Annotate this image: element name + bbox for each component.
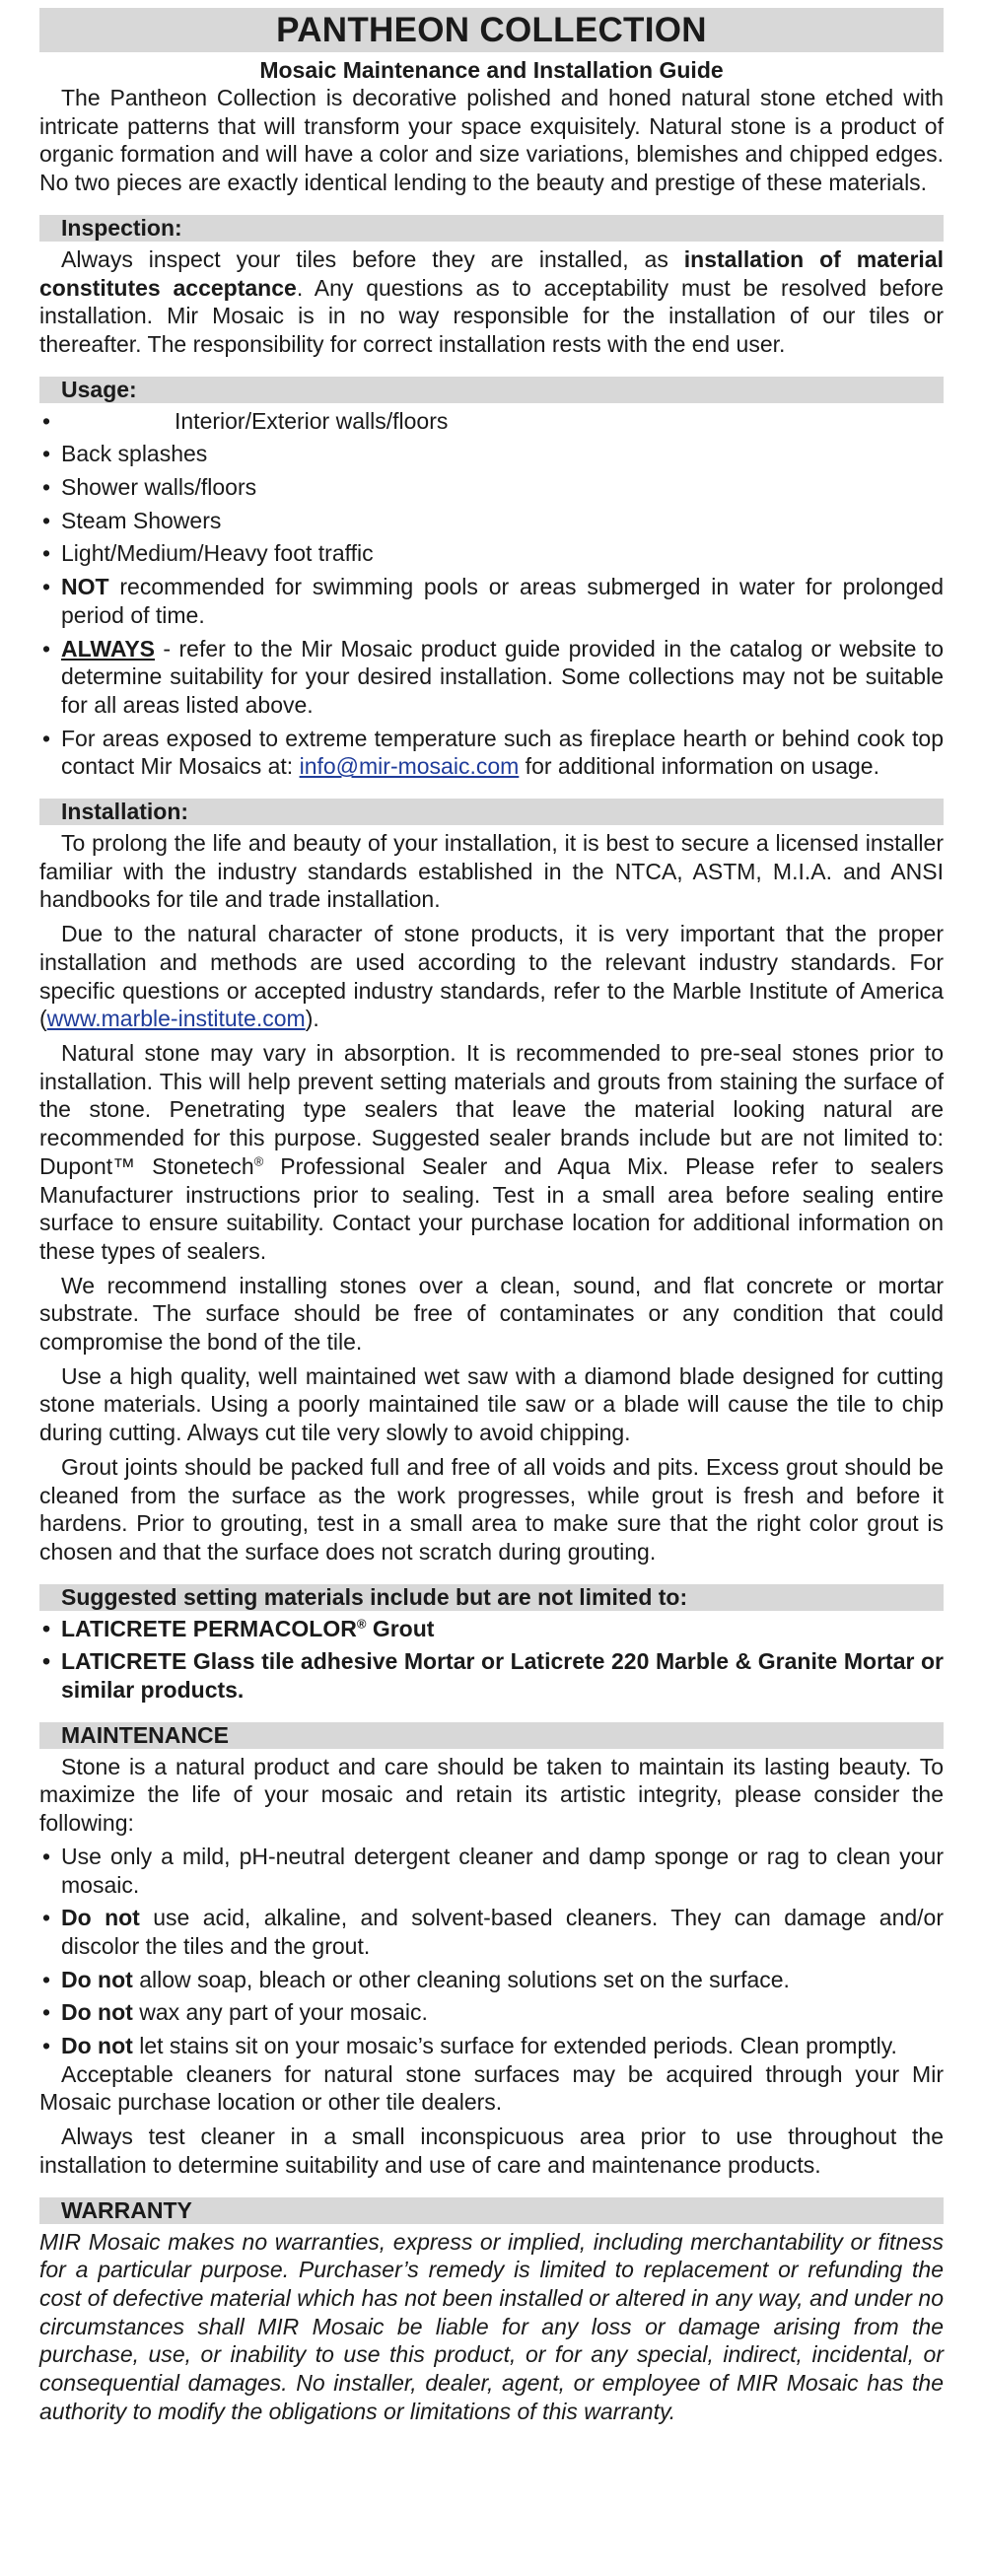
usage-item-not-recommended: • NOT recommended for swimming pools or areas submerged in water for prolonged period of time. (39, 573, 944, 629)
usage-item-always: • ALWAYS - refer to the Mir Mosaic product guide provided in the catalog or website to determine suitability for your desired installation. Some collections may not be suitable for all areas listed above. (39, 635, 944, 720)
usage-item: • Interior/Exterior walls/floors (39, 407, 944, 436)
maintenance-item: • Use only a mild, pH-neutral detergent cleaner and damp sponge or rag to clean your mosaic. (39, 1843, 944, 1899)
maintenance-paragraph: Acceptable cleaners for natural stone surfaces may be acquired through your Mir Mosaic purchase location or other tile dealers. (39, 2060, 944, 2116)
inspection-paragraph: Always inspect your tiles before they are installed, as installation of material constitutes acceptance. Any questions as to acceptability must be resolved before installation. Mir Mosaic is in no way responsible for the installation of our tiles or thereafter. The responsibility for correct installation rests with the end user. (39, 245, 945, 357)
installation-paragraph: We recommend installing stones over a clean, sound, and flat concrete or mortar substrate. The surface should be free of contaminates or any condition that could compromise the bond of the tile. (39, 1272, 944, 1356)
maintenance-item: • Do not wax any part of your mosaic. (39, 1998, 944, 2027)
maintenance-list (39, 1843, 944, 2060)
document-page (0, 8, 983, 2576)
material-item: • LATICRETE Glass tile adhesive Mortar or Laticrete 220 Marble & Granite Mortar or similar products. (39, 1647, 944, 1704)
warranty-heading: WARRANTY (39, 2197, 944, 2224)
material-item: • LATICRETE PERMACOLOR® Grout (39, 1615, 944, 1643)
maintenance-item: • Do not allow soap, bleach or other cleaning solutions set on the surface. (39, 1966, 944, 1994)
maintenance-item: • Do not let stains sit on your mosaic’s surface for extended periods. Clean promptly. (39, 2032, 944, 2060)
usage-item: • Shower walls/floors (39, 473, 944, 502)
warranty-paragraph: MIR Mosaic makes no warranties, express or implied, including merchantability or fitness for a particular purpose. Purchaser’s remedy is limited to replacement or refunding the cost of defective material which has not been installed or altered in any way, and under no circumstances shall MIR Mosaic be liable for any loss or damage arising from the purchase, use, or inability to use this product, or for any special, indirect, incidental, or consequential damages. No installer, dealer, agent, or employee of MIR Mosaic has the authority to modify the obligations or limitations of this warranty. (39, 2228, 944, 2424)
maintenance-item: • Do not use acid, alkaline, and solvent-based cleaners. They can damage and/or discolor the tiles and the grout. (39, 1904, 944, 1960)
acceptance-emphasis: installation of material constitutes acceptance (39, 245, 944, 301)
inspection-heading: Inspection: (39, 215, 944, 242)
intro-paragraph: The Pantheon Collection is decorative polished and honed natural stone etched with intricate patterns that will transform your space exquisitely. Natural stone is a product of organic formation and will have a color and size variations, blemishes and chipped edges. No two pieces are exactly identical lending to the beauty and prestige of these materials. (39, 85, 944, 196)
usage-heading: Usage: (39, 377, 944, 403)
materials-heading: Suggested setting materials include but are not limited to: (39, 1584, 944, 1611)
marble-institute-link[interactable]: www.marble-institute.com (46, 1006, 306, 1032)
installation-paragraph: Use a high quality, well maintained wet saw with a diamond blade designed for cutting stone materials. Using a poorly maintained tile saw or a blade will cause the tile to chip during cutting. Always cut tile very slowly to avoid chipping. (39, 1362, 944, 1446)
installation-paragraph: To prolong the life and beauty of your installation, it is best to secure a licensed installer familiar with the industry standards established in the NTCA, ASTM, M.I.A. and ANSI handbooks for tile and trade installation. (39, 830, 944, 913)
usage-list (39, 407, 944, 781)
installation-paragraph: Natural stone may vary in absorption. It is recommended to pre-seal stones prior to installation. This will help prevent setting materials and grouts from staining the surface of the stone. Penetrating type sealers that leave the material looking natural are recommended for this purpose. Suggested sealer brands include but are not limited to: Dupont™ Stonetech® Professional Sealer and Aqua Mix. Please refer to sealers Manufacturer instructions prior to sealing. Test in a small area before sealing entire surface to ensure suitability. Contact your purchase location for additional information on these types of sealers. (39, 1039, 944, 1264)
installation-heading: Installation: (39, 799, 944, 825)
maintenance-intro: Stone is a natural product and care should be taken to maintain its lasting beauty. To maximize the life of your mosaic and retain its artistic integrity, please consider the following: (39, 1753, 944, 1837)
installation-paragraph: Due to the natural character of stone products, it is very important that the proper installation and methods are used according to the relevant industry standards. For specific questions or accepted industry standards, refer to the Marble Institute of America (www.marble-institute.com). (39, 921, 944, 1032)
usage-item-extreme-temperature: • For areas exposed to extreme temperature such as fireplace hearth or behind cook top contact Mir Mosaics at: info@mir-mosaic.com for additional information on usage. (39, 725, 944, 781)
usage-item: • Steam Showers (39, 507, 944, 535)
maintenance-paragraph: Always test cleaner in a small inconspicuous area prior to use throughout the installation to determine suitability and use of care and maintenance products. (39, 2123, 944, 2178)
usage-item: • Light/Medium/Heavy foot traffic (39, 539, 944, 568)
maintenance-heading: MAINTENANCE (39, 1722, 944, 1749)
materials-list (39, 1615, 944, 1705)
usage-item: • Back splashes (39, 440, 944, 468)
installation-paragraph: Grout joints should be packed full and free of all voids and pits. Excess grout should be cleaned from the surface as the work progresses, while grout is fresh and before it hardens. Prior to grouting, test in a small area to make sure that the right color grout is chosen and that the surface does not scratch during grouting. (39, 1453, 944, 1565)
page-title: PANTHEON COLLECTION (39, 8, 944, 52)
page-subtitle: Mosaic Maintenance and Installation Guide (259, 57, 724, 83)
email-link[interactable]: info@mir-mosaic.com (299, 753, 520, 780)
